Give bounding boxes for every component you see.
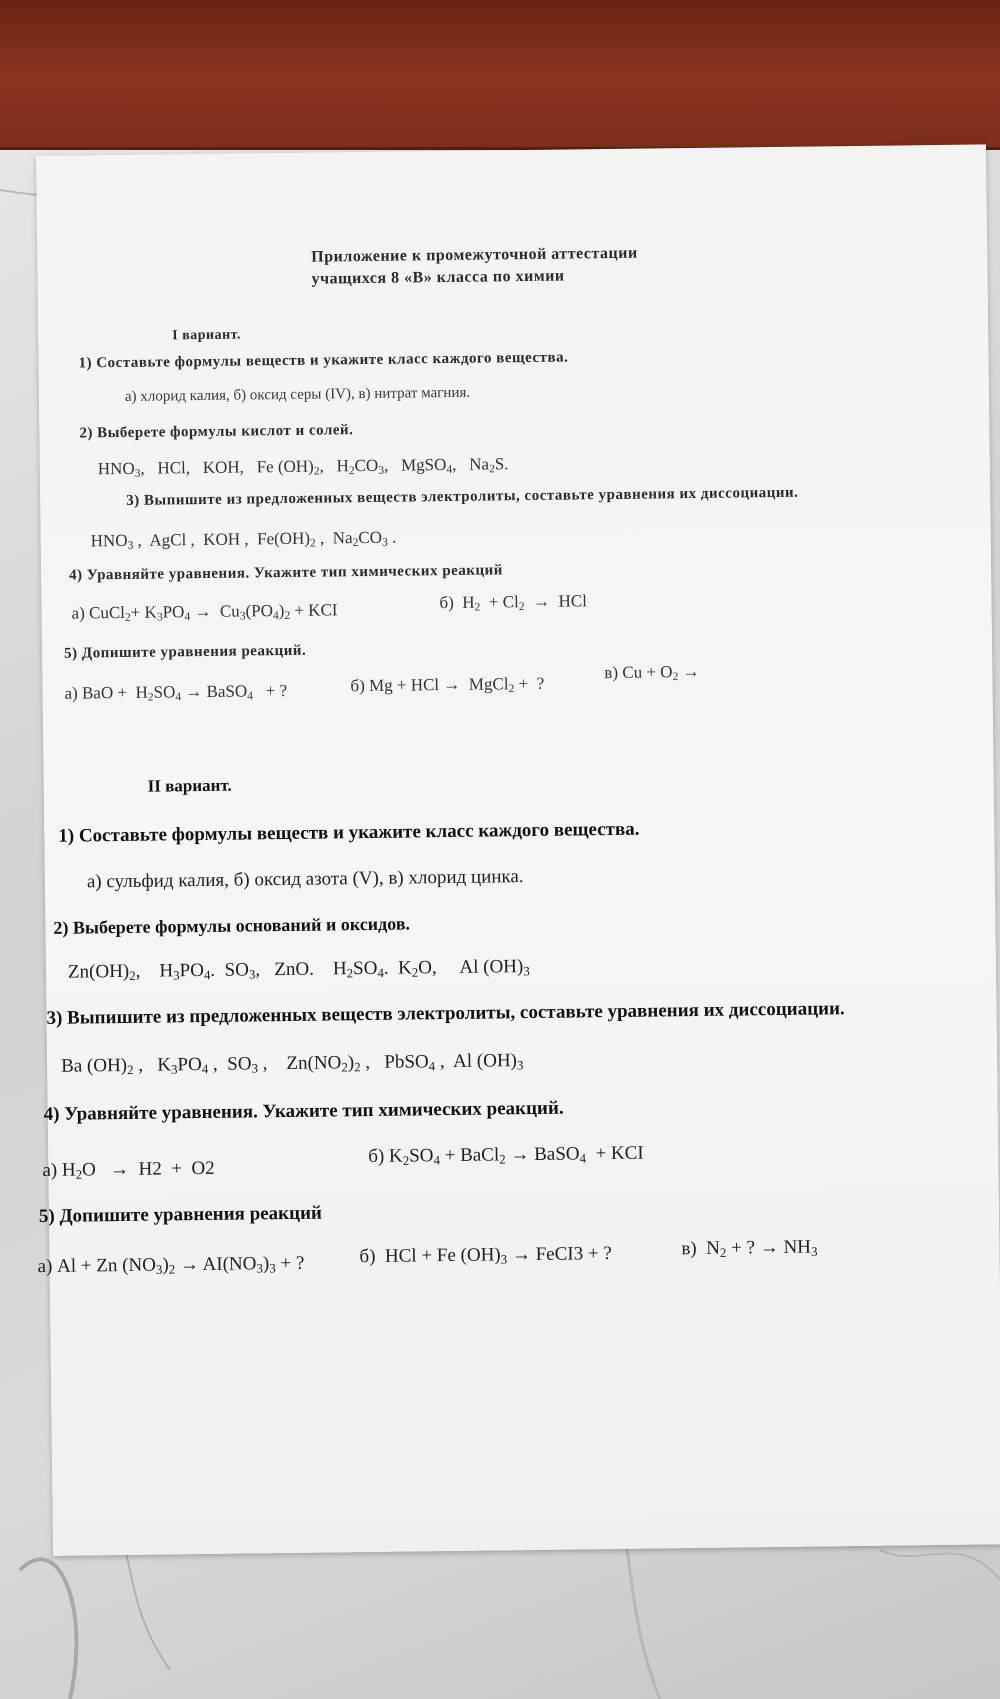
formula: MgSO$_4$, [400, 454, 457, 476]
formula: $HNO_3$, [97, 458, 145, 480]
v1-q2-text: 2) Выберете формулы кислот и солей. [79, 422, 354, 442]
header-line-1: Приложение к промежуточной аттестации [311, 244, 638, 266]
v1-q5-a: а) BaO + $H_2SO_4$ → BaSO$_4$ + ? [64, 680, 288, 704]
v1-q5-c: в) $Cu + O_2$ → [604, 661, 700, 684]
wooden-surface [0, 0, 1000, 165]
v2-q4-b: б) $K_2SO_4$ + BaCl$_2$ → BaSO$_4$ + KCI [368, 1142, 644, 1168]
header-line-2: учащихся 8 «В» класса по химии [311, 267, 565, 288]
formula: $Na_2S$. [469, 454, 509, 476]
v2-q5-text: 5) Допишите уравнения реакций [38, 1202, 323, 1228]
v2-q1-text: 1) Составьте формулы веществ и укажите класс каждого вещества. [58, 818, 640, 847]
v2-q1-items: а) сульфид калия, б) оксид азота (V), в) хлорид цинка. [86, 866, 524, 893]
variant1-title: I вариант. [172, 327, 242, 344]
v2-q5-a: а) Al + Zn $(NO_3)_2 \to AI(NO_3)_3$ + ? [37, 1252, 305, 1278]
formula: $H_2CO_3$, [336, 455, 389, 478]
v1-q3-formulas: $HNO_3$ , AgCl , KOH , $Fe(OH)_2$ , $Na_2CO_3$ . [90, 527, 397, 552]
v1-q2-formulas [98, 454, 509, 479]
v2-q4-a: а) $H_2O \to H2 + O2$ [42, 1157, 215, 1182]
v1-q1-text: 1) Составьте формулы веществ и укажите класс каждого вещества. [78, 349, 569, 372]
formula: HCl, [157, 458, 191, 478]
variant2-title: II вариант. [147, 775, 232, 796]
v2-q4-text: 4) Уравняйте уравнения. Укажите тип химических реакций. [43, 1097, 564, 1125]
v1-q5-text: 5) Допишите уравнения реакций. [63, 642, 307, 662]
formula: KOH, [202, 457, 244, 477]
v1-q4-b: б) $H_2 + Cl_2$ → HCl [439, 591, 587, 614]
v1-q1-items: а) хлорид калия, б) оксид серы (IV), в) нитрат магния. [124, 384, 471, 405]
v1-q4-text: 4) Уравняйте уравнения. Укажите тип химических реакций [69, 562, 503, 584]
exam-sheet [36, 144, 1000, 1556]
v2-q5-b: б) HCl + Fe $(OH)_3$ → FeCI3 + ? [359, 1243, 612, 1268]
v2-q2-formulas: $Zn(OH)_2$, $H_3PO_4$. $SO_3$, ZnO. $H_2SO_4$. $K_2O$, Al $(OH)_3$ [67, 956, 530, 984]
v2-q3-formulas: Ba $(OH)_2$ , $K_3PO_4$ , $SO_3$ , $Zn(NO_2)_2$ , PbSO$_4$ , Al $(OH)_3$ [60, 1050, 524, 1078]
v2-q2-text: 2) Выберете формулы оснований и оксидов. [53, 913, 411, 938]
v1-q3-text: 3) Выпишите из предложенных веществ электролиты, составьте уравнения их диссоциации. [126, 484, 799, 509]
v2-q3-text: 3) Выпишите из предложенных веществ электролиты, составьте уравнения их диссоциации. [46, 998, 845, 1029]
formula: Fe $(OH)_2$, [256, 456, 324, 478]
v2-q5-c: в) $N_2$ + ? → $NH_3$ [681, 1236, 818, 1260]
v1-q5-b: б) Mg + HCl → MgCl$_2$ + ? [350, 673, 545, 696]
v1-q4-a: а) CuCl$_2$+ $K_3PO_4 \to Cu_3(PO_4)_2$ + KCI [71, 600, 338, 624]
